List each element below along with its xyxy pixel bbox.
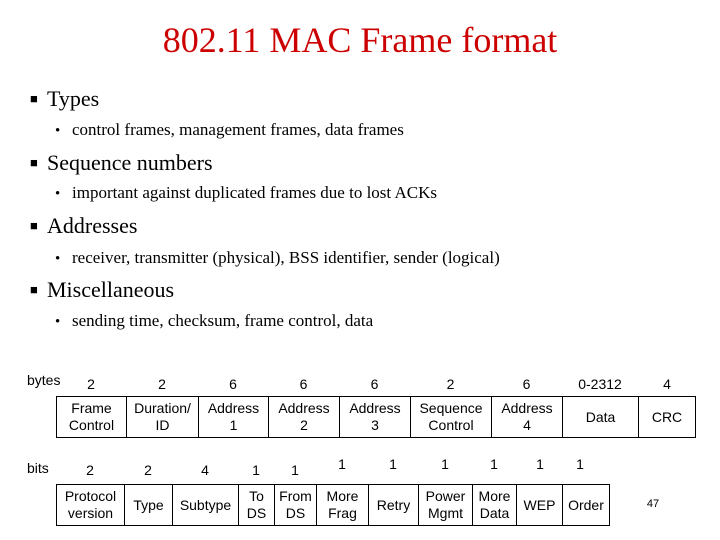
field-size: 6 <box>522 376 531 392</box>
bit-size: 4 <box>201 462 209 478</box>
bit-size: 1 <box>338 456 346 472</box>
field-size: 2 <box>446 376 455 392</box>
bit-more-frag: More Frag <box>316 484 369 526</box>
bullet-marker-icon: ■ <box>30 282 38 297</box>
field-size: 6 <box>229 376 237 392</box>
bullet-miscellaneous <box>30 277 174 303</box>
page-number: 47 <box>646 498 660 510</box>
sub-bullet-addresses <box>55 248 500 269</box>
field-address-3: Address 3 <box>339 396 411 438</box>
bit-size: 1 <box>576 456 584 472</box>
bit-size: 1 <box>291 462 299 478</box>
bit-retry: Retry <box>368 484 419 526</box>
bit-more-data: More Data <box>472 484 517 526</box>
bit-subtype: Subtype <box>172 484 239 526</box>
field-size: 6 <box>299 376 308 392</box>
field-size: 2 <box>158 376 166 392</box>
bit-size: 1 <box>536 456 544 472</box>
field-address-2: Address 2 <box>268 396 340 438</box>
field-data: Data <box>562 396 639 438</box>
sub-bullet-marker-icon: • <box>55 251 61 267</box>
bit-size: 1 <box>441 456 449 472</box>
field-size: 6 <box>370 376 379 392</box>
bullet-heading: Types <box>47 86 100 111</box>
sub-bullet-text: important against duplicated frames due to lost ACKs <box>72 183 437 202</box>
bit-size: 2 <box>86 462 94 478</box>
sub-bullet-marker-icon: • <box>55 123 61 139</box>
bullet-marker-icon: ■ <box>30 218 38 233</box>
bit-size: 1 <box>490 456 498 472</box>
sub-bullet-text: receiver, transmitter (physical), BSS identifier, sender (logical) <box>72 248 500 267</box>
field-sequence-control: Sequence Control <box>410 396 492 438</box>
bit-to-ds: To DS <box>238 484 275 526</box>
bits-label: bits <box>27 460 49 476</box>
field-size: 2 <box>87 376 95 392</box>
sub-bullet-text: control frames, management frames, data frames <box>72 120 404 139</box>
bullet-heading: Sequence numbers <box>47 150 213 175</box>
bit-wep: WEP <box>516 484 563 526</box>
bullet-heading: Addresses <box>47 213 138 238</box>
bullet-types <box>30 86 99 112</box>
field-size: 4 <box>663 376 671 392</box>
field-crc: CRC <box>638 396 696 438</box>
bullet-addresses <box>30 213 137 239</box>
sub-bullet-marker-icon: • <box>55 314 61 330</box>
field-duration-id: Duration/ ID <box>126 396 199 438</box>
sub-bullet-sequence-numbers <box>55 183 437 204</box>
bullet-marker-icon: ■ <box>30 155 38 170</box>
bullet-heading: Miscellaneous <box>47 277 175 302</box>
bit-power-mgmt: Power Mgmt <box>418 484 473 526</box>
bit-type: Type <box>124 484 173 526</box>
sub-bullet-miscellaneous <box>55 311 373 332</box>
bit-size: 1 <box>389 456 397 472</box>
bit-order: Order <box>562 484 610 526</box>
field-address-4: Address 4 <box>491 396 563 438</box>
bit-protocol-version: Protocol version <box>56 484 125 526</box>
field-address-1: Address 1 <box>198 396 269 438</box>
bit-from-ds: From DS <box>274 484 317 526</box>
bullet-sequence-numbers <box>30 150 213 176</box>
field-size: 0-2312 <box>578 376 622 392</box>
sub-bullet-types <box>55 120 404 141</box>
bytes-label: bytes <box>27 372 61 388</box>
bit-size: 1 <box>252 462 260 478</box>
sub-bullet-marker-icon: • <box>55 186 61 202</box>
bullet-marker-icon: ■ <box>30 91 38 106</box>
field-frame-control: Frame Control <box>56 396 127 438</box>
bit-size: 2 <box>144 462 152 478</box>
slide-title: 802.11 MAC Frame format <box>162 20 558 60</box>
sub-bullet-text: sending time, checksum, frame control, data <box>72 311 374 330</box>
